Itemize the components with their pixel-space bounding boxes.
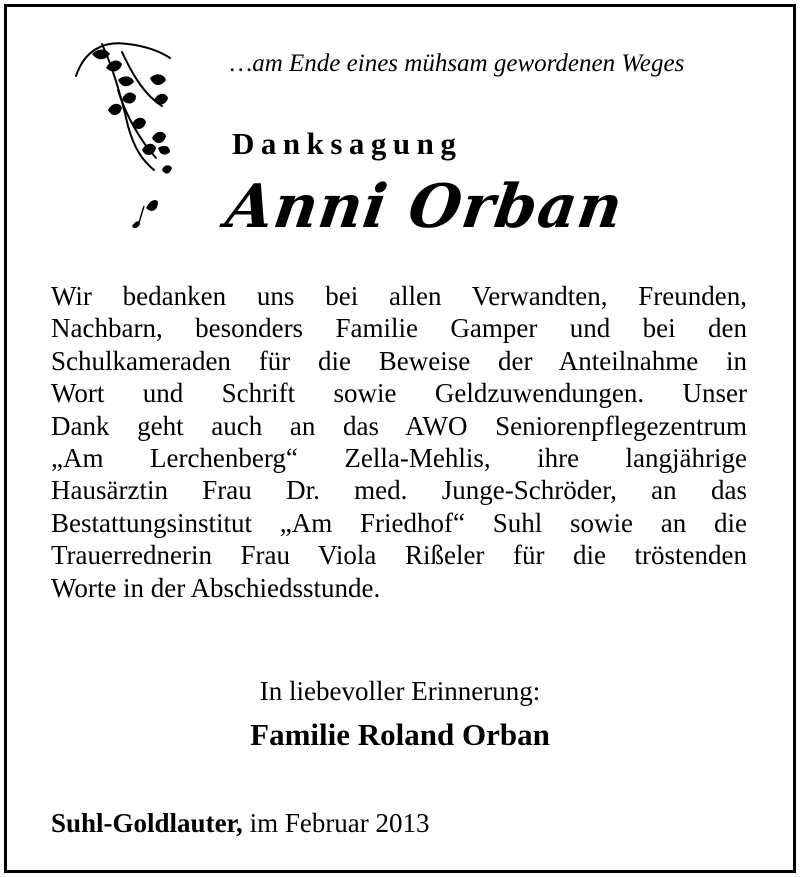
body-line: Wort und Schrift sowie Geldzuwendungen. Unser bbox=[51, 378, 747, 409]
body-line: „Am Lerchenberg“ Zella-Mehlis, ihre langjährige bbox=[51, 442, 747, 473]
body-line: Wir bedanken uns bei allen Verwandten, Freunden, bbox=[51, 281, 747, 311]
place-date bbox=[51, 808, 430, 839]
date-text: im Februar 2013 bbox=[249, 808, 430, 838]
deceased-name: Anni Orban bbox=[221, 172, 628, 242]
body-line: Dank geht auch an das AWO Seniorenpflegezentrum bbox=[51, 410, 747, 441]
body-line: Worte in der Abschiedsstunde. bbox=[51, 572, 381, 603]
birch-branch-icon bbox=[62, 30, 202, 260]
signature-family: Familie Roland Orban bbox=[250, 717, 550, 752]
body-text bbox=[51, 280, 747, 604]
motto: …am Ende eines mühsam gewordenen Weges bbox=[230, 50, 685, 77]
body-line: Bestattungsinstitut „Am Friedhof“ Suhl sowie an die bbox=[51, 507, 747, 538]
body-line: Trauerrednerin Frau Viola Rißeler für die tröstenden bbox=[51, 540, 747, 571]
closing-line: In liebevoller Erinnerung: bbox=[259, 676, 541, 706]
place-name: Suhl-Goldlauter, bbox=[51, 808, 243, 838]
body-line: Schulkameraden für die Beweise der Anteilnahme in bbox=[51, 345, 747, 376]
page-title: Danksagung bbox=[232, 126, 463, 161]
body-line: Nachbarn, besonders Familie Gamper und bei den bbox=[51, 313, 747, 344]
body-line: Hausärztin Frau Dr. med. Junge-Schröder, an das bbox=[51, 475, 747, 506]
